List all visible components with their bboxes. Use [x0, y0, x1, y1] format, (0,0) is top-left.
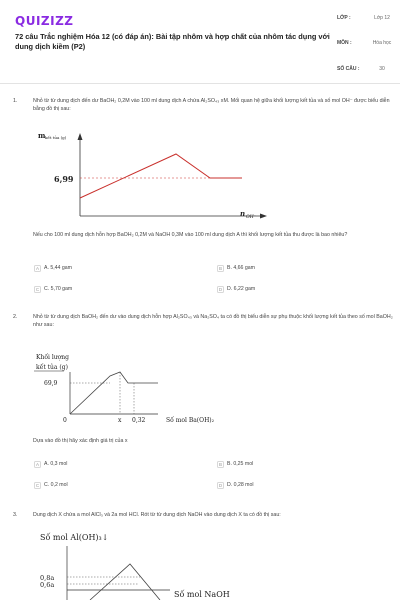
y-axis-label-line2: kết tủa (g)	[36, 364, 68, 371]
meta-mon	[337, 40, 393, 47]
option-letter: D	[218, 286, 223, 292]
meta-lop-value: Lớp 12	[374, 15, 390, 21]
question-number: 3.	[13, 512, 18, 518]
option-text: D. 0,28 mol	[227, 482, 254, 488]
x-tick-label-032: 0,32	[132, 417, 146, 424]
option-text: A. 0,3 mol	[44, 461, 68, 467]
question-number: 2.	[13, 314, 18, 320]
option-letter: C	[35, 482, 40, 488]
meta-lop	[337, 15, 393, 22]
x-axis-label: n	[240, 209, 246, 218]
meta-socau-label: SỐ CÂU :	[337, 66, 360, 72]
followup-text: Nếu cho 100 ml dung dịch hỗn hợp BaOH₂ 0,2M và NaOH 0,3M vào 100 ml dung dịch A thì khối lượng kết tủa thu được là bao nhiêu?	[33, 232, 348, 238]
x-axis-label-sub: OH⁻	[246, 215, 256, 220]
question-text: Dung dịch X chứa a mol AlCl₃ và 2a mol HCl. Rót từ từ dung dịch NaOH vào dung dịch X ta có đồ thị sau:	[33, 512, 281, 518]
option-letter: B	[218, 265, 222, 271]
x-axis-label: Số mol Ba(OH)₂	[166, 417, 215, 424]
y-axis-label-line1: Khối lượng	[36, 354, 69, 361]
question-text: Nhỏ từ từ dung dịch đến dư BaOH₂ 0,2M vào 100 ml dung dịch A chứa Al₂SO₄₃ xM. Mối quan hệ giữa khối lượng kết tủa và số mol OH⁻ được biểu diễn bằng đồ thị sau:	[33, 98, 390, 112]
meta-socau-value: 30	[379, 66, 385, 72]
y-tick-label-06a: 0,6a	[40, 581, 55, 589]
option-text: B. 4,66 gam	[227, 265, 255, 271]
y-tick-label: 69,9	[44, 380, 58, 387]
y-tick-label-08a: 0,8a	[40, 574, 55, 582]
meta-lop-label: LỚP :	[337, 15, 351, 21]
meta-mon-value: Hóa học	[372, 40, 392, 46]
question-number: 1.	[13, 98, 18, 104]
question-1-graph	[30, 128, 270, 220]
y-axis-arrow	[78, 133, 83, 140]
option-text: C. 0,2 mol	[44, 482, 68, 488]
option-c[interactable]	[34, 285, 72, 293]
option-text: D. 6,22 gam	[227, 286, 256, 292]
quizizz-logo[interactable]: QUIZIZZ	[15, 14, 74, 28]
option-b[interactable]	[217, 460, 253, 468]
option-text: B. 0,25 mol	[227, 461, 254, 467]
x-axis-arrow	[260, 214, 267, 219]
origin-label: 0	[63, 417, 67, 424]
question-2-graph	[30, 348, 230, 430]
option-a[interactable]	[34, 264, 72, 272]
y-axis-label: Số mol Al(OH)₃↓	[40, 533, 109, 542]
y-axis-label-sub: kết tủa (g)	[45, 135, 67, 140]
precipitate-curve	[90, 564, 160, 600]
option-d[interactable]	[217, 481, 254, 489]
precipitate-curve	[70, 372, 158, 414]
option-letter: A	[35, 265, 39, 271]
option-a[interactable]	[34, 460, 67, 468]
option-text: C. 5,70 gam	[44, 286, 73, 292]
meta-mon-label: MÔN :	[337, 40, 352, 46]
precipitate-curve	[80, 154, 242, 198]
option-letter: B	[218, 461, 222, 467]
option-letter: C	[35, 286, 40, 292]
meta-socau	[337, 66, 393, 73]
option-letter: D	[218, 482, 223, 488]
followup-text: Dựa vào đồ thị hãy xác định giá trị của x	[33, 438, 128, 444]
option-b[interactable]	[217, 264, 255, 272]
question-3-graph	[30, 524, 270, 600]
option-d[interactable]	[217, 285, 255, 293]
option-text: A. 5,44 gam	[44, 265, 72, 271]
option-letter: A	[35, 461, 39, 467]
option-c[interactable]	[34, 481, 68, 489]
y-tick-label: 6,99	[54, 174, 74, 184]
x-axis-label: Số mol NaOH	[174, 590, 230, 599]
y-axis-label: m	[38, 131, 46, 140]
document-header	[0, 0, 400, 84]
question-text: Nhỏ từ từ dung dịch BaOH₂ đến dư vào dung dịch hỗn hợp Al₂SO₄₃ và Na₂SO₄ ta có đồ thị biểu diễn sự phụ thuộc khối lượng kết tủa theo số mol BaOH₂ như sau:	[33, 314, 393, 328]
x-tick-label-x: x	[118, 417, 122, 424]
document-title: 72 câu Trắc nghiệm Hóa 12 (có đáp án): Bài tập nhôm và hợp chất của nhôm tác dụng với dung dịch kiềm (P2)	[15, 32, 330, 51]
